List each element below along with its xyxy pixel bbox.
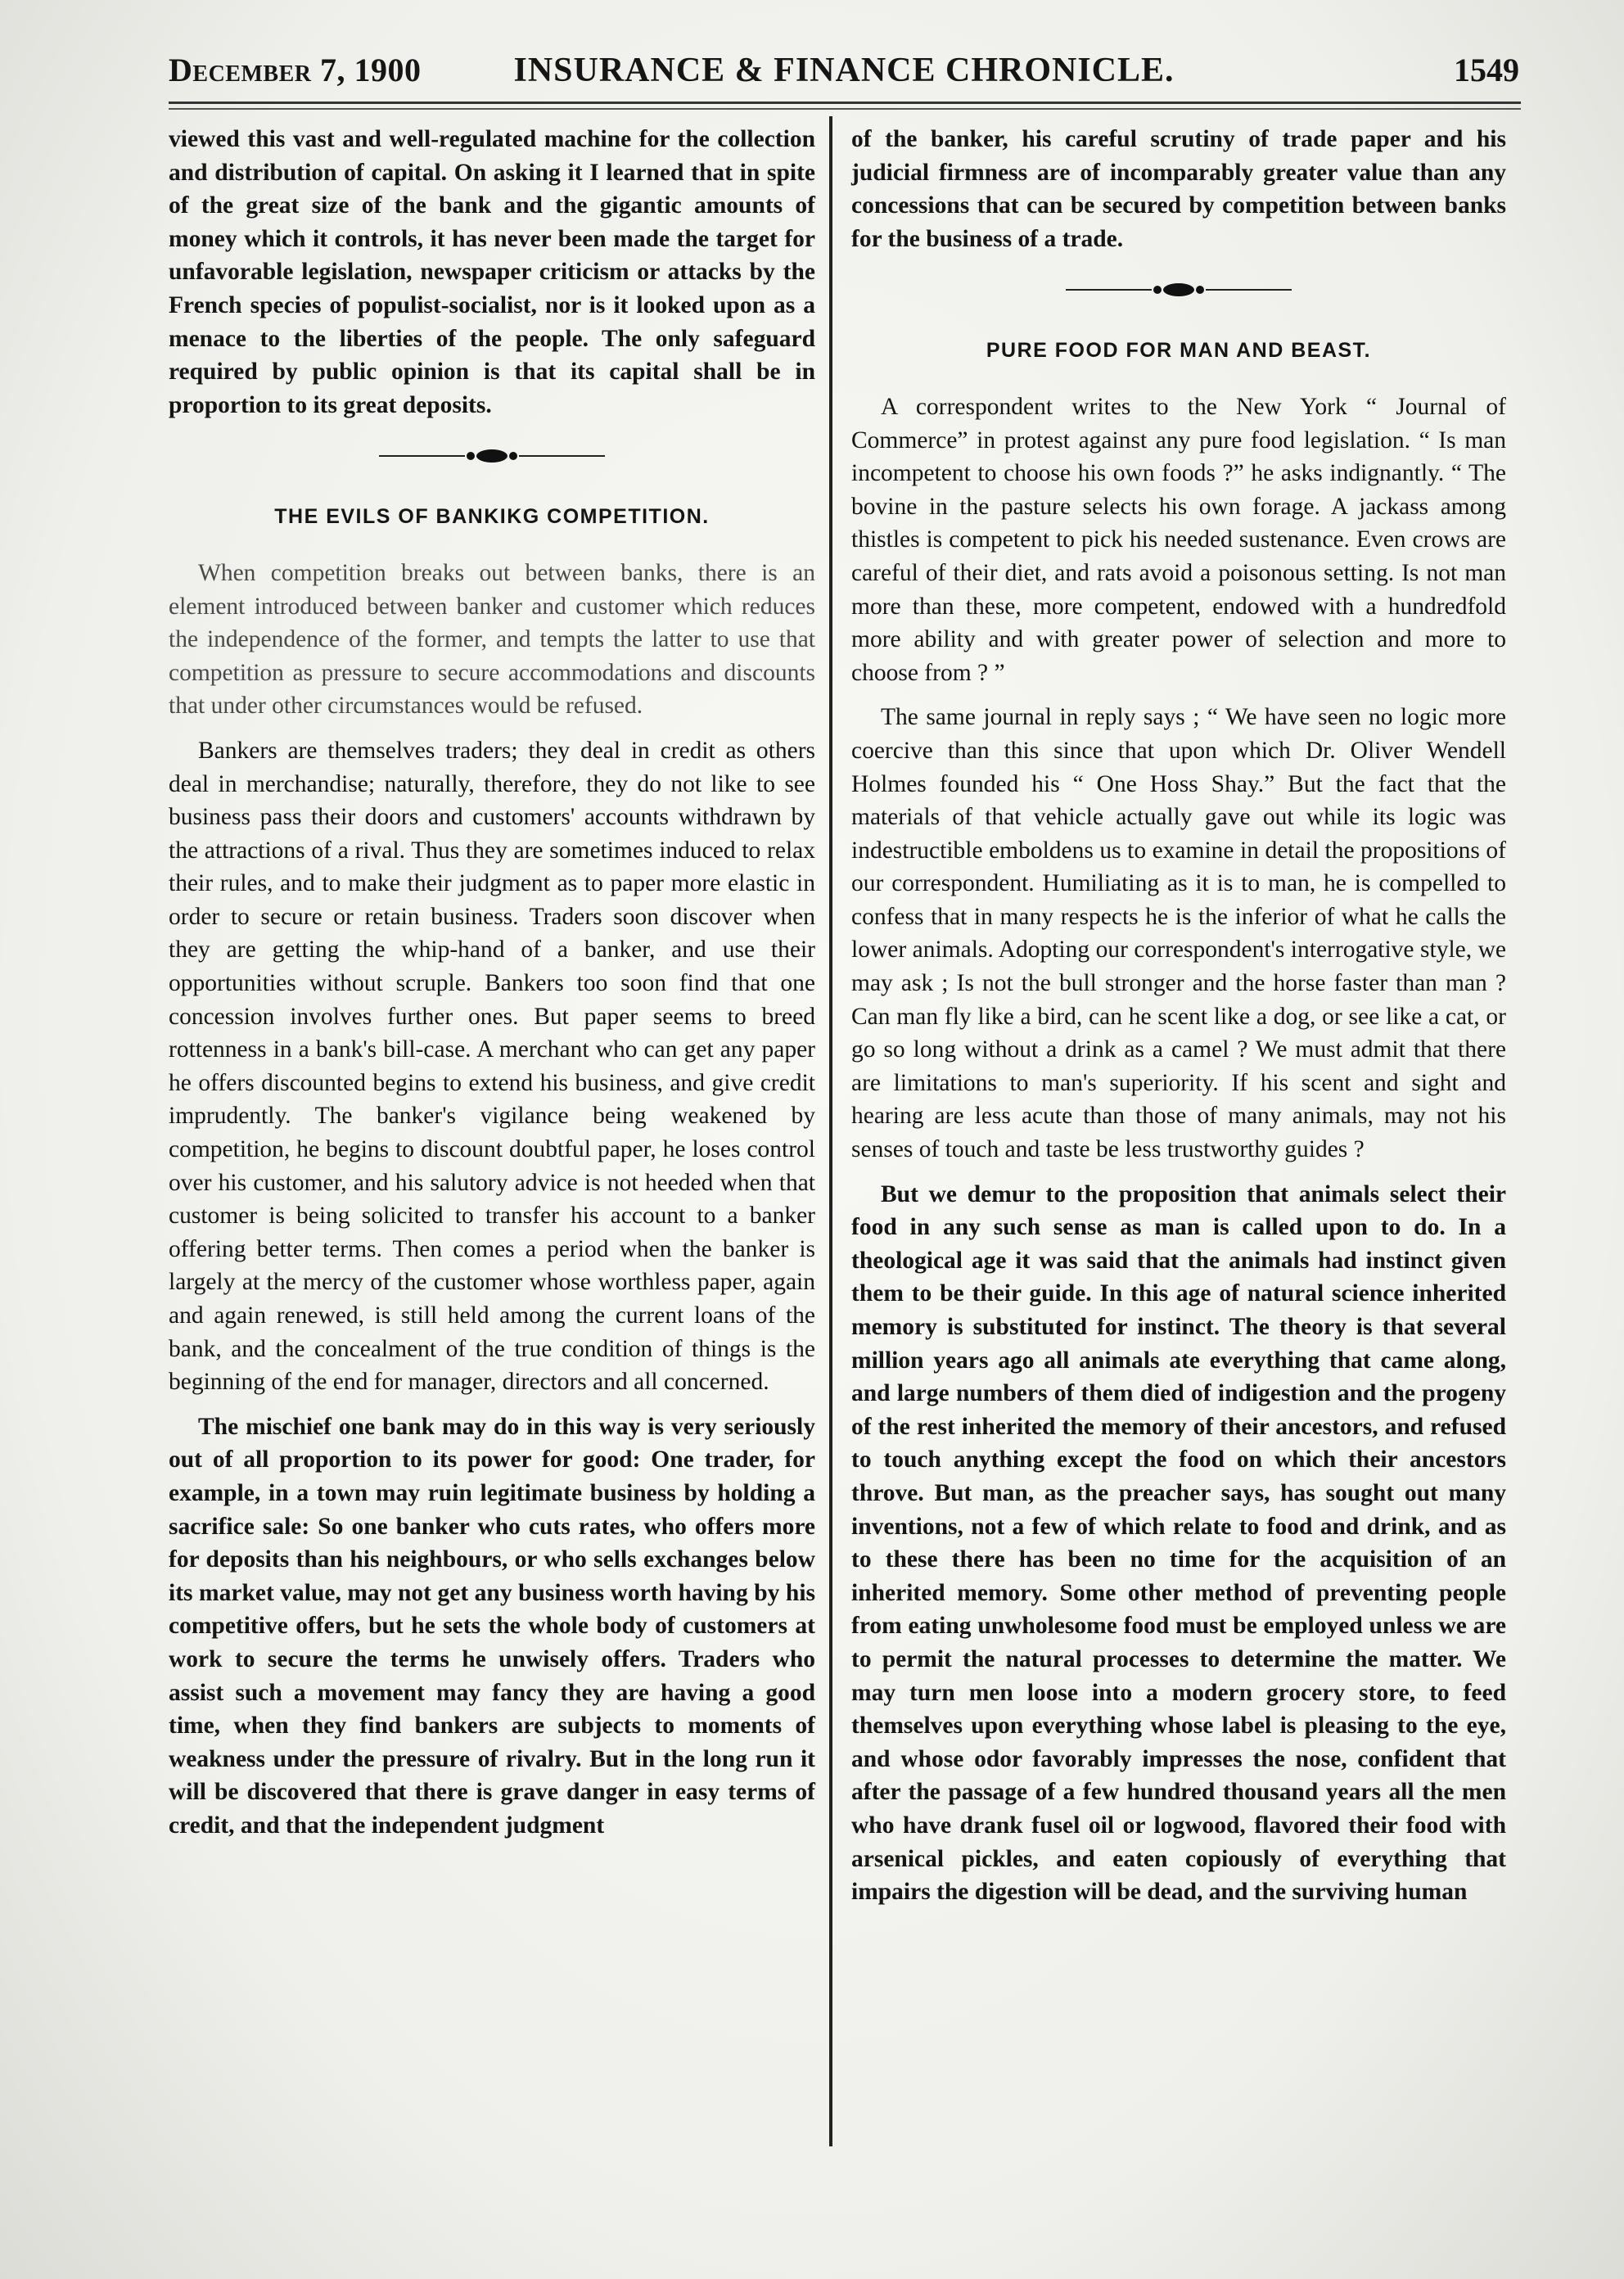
publication-title: INSURANCE & FINANCE CHRONICLE. bbox=[513, 52, 1175, 89]
article-paragraph: The mischief one bank may do in this way is very seriously out of all proportion to its power for good: One trader, for example, in a town may ruin legitimate business by holding a sacrifice sale: So one banker who cuts rates, who offers more for deposits than his neighbours, or who sells exchanges below its market value, may not get any business worth having by his competitive offers, but he sets the whole body of customers at work to secure the terms he unwisely offers. Traders who assist such a movement may fancy they are having a good time, when they find bankers are subjects to moments of weakness under the pressure of rivalry. But in the long run it will be discovered that there is grave danger in easy terms of credit, and that the independent judgment bbox=[169, 1413, 815, 1839]
article-paragraph: Bankers are themselves traders; they deal in credit as others deal in merchandise; naturally, therefore, they do not like to see business pass their doors and customers' accounts withdrawn by the attractions of a rival. Thus they are sometimes induced to relax their rules, and to make their judgment as to paper more elastic in order to secure or retain business. Traders soon discover when they are getting the whip-hand of a banker, and use their opportunities without scruple. Bankers too soon find that one concession involves further ones. But paper seems to breed rottenness in a bank's bill-case. A merchant who can get any paper he offers discounted begins to extend his business, and give credit imprudently. The banker's vigilance being weakened by competition, he begins to discount doubtful paper, he loses control over his customer, and his salutory advice is not heeded when that customer is being solicited to transfer his account to a banker offering better terms. Then comes a period when the banker is largely at the mercy of the customer whose worthless paper, again and again renewed, is still held among the current loans of the bank, and the concealment of the true condition of things is the beginning of the end for manager, directors and all concerned. bbox=[169, 737, 815, 1396]
article-paragraph: When competition breaks out between banks, there is an element introduced between banker and customer which reduces the independence of the former, and tempts the latter to use that competition as pressure to secure accommodations and discounts that under other circumstances would be refused. bbox=[169, 559, 815, 720]
page-number: 1549 bbox=[1454, 52, 1519, 88]
article-paragraph: The same journal in reply says ; “ We have seen no logic more coercive than this since that upon which Dr. Oliver Wendell Holmes founded his “ One Hoss Shay.” But the fact that the materials of that vehicle actually gave out while its logic was indestructible emboldens us to examine in detail the propositions of our correspondent. Humiliating as it is to man, he is compelled to confess that in many respects he is the inferior of what he calls the lower animals. Adopting our correspondent's interrogative style, we may ask ; Is not the bull stronger and the horse faster than man ? Can man fly like a bird, can he scent like a dog, or see like a cat, or go so long without a drink as a camel ? We must admit that there are limitations to man's superiority. If his scent and sight and hearing are less acute than those of many animals, may not his senses of touch and taste be less trustworthy guides ? bbox=[851, 704, 1506, 1163]
article-continuation: viewed this vast and well-regulated machine for the collection and distribution of capital. On asking it I learned that in spite of the great size of the bank and the gigantic amounts of money which it controls, it has never been made the target for unfavorable legislation, newspaper criticism or attacks by the French species of populist-socialist, nor is it looked upon as a menace to the liberties of the people. The only safeguard required by public opinion is that its capital shall be in proportion to its great deposits. bbox=[169, 126, 815, 418]
header-rule bbox=[169, 102, 1521, 104]
right-column bbox=[851, 123, 1506, 1909]
article-paragraph: But we demur to the proposition that animals select their food in any such sense as man is called upon to do. In a theological age it was said that the animals had instinct given them to be their guide. In this age of natural science inherited memory is substituted for instinct. The theory is that several million years ago all animals ate everything that came along, and large numbers of them died of indigestion and the progeny of the rest inherited the memory of their ancestors, and refused to touch anything except the food on which their ancestors throve. But man, as the preacher says, has sought out many inventions, not a few of which relate to food and drink, and as to these there has been no time for the acquisition of an inherited memory. Some other method of preventing people from eating unwholesome food must be employed unless we are to permit the natural processes to determine the matter. We may turn men loose into a modern grocery store, to feed themselves upon everything whose label is pleasing to the eye, and whose odor favorably impresses the nose, confident that after the passage of a few hundred thousand years all the men who have drank fusel oil or logwood, flavored their food with arsenical pickles, and eaten copiously of everything that impairs the digestion will be dead, and the surviving human bbox=[851, 1180, 1506, 1906]
article-heading: THE EVILS OF BANKIKG COMPETITION. bbox=[274, 505, 710, 529]
issue-date: December 7, 1900 bbox=[169, 52, 422, 88]
left-column bbox=[169, 123, 815, 1843]
article-paragraph: A correspondent writes to the New York “ Journal of Commerce” in protest against any pure food legislation. “ Is man incompetent to choose his own foods ?” he asks indignantly. “ The bovine in the pasture selects his own forage. A jackass among thistles is competent to pick his needed sustenance. Even crows are careful of their diet, and rats avoid a poisonous setting. Is not man more than these, more competent, endowed with a hundredfold more ability and with greater power of selection and more to choose from ? ” bbox=[851, 393, 1506, 686]
header-rule-secondary bbox=[169, 108, 1521, 110]
page-header bbox=[169, 51, 1519, 98]
section-divider-ornament bbox=[851, 273, 1506, 306]
article-heading: PURE FOOD FOR MAN AND BEAST. bbox=[986, 339, 1372, 363]
article-continuation: of the banker, his careful scrutiny of trade paper and his judicial firmness are of incomparably greater value than any concessions that can be secured by competition between banks for the business of a trade. bbox=[851, 126, 1506, 252]
column-divider bbox=[829, 116, 832, 2146]
section-divider-ornament bbox=[169, 440, 815, 472]
